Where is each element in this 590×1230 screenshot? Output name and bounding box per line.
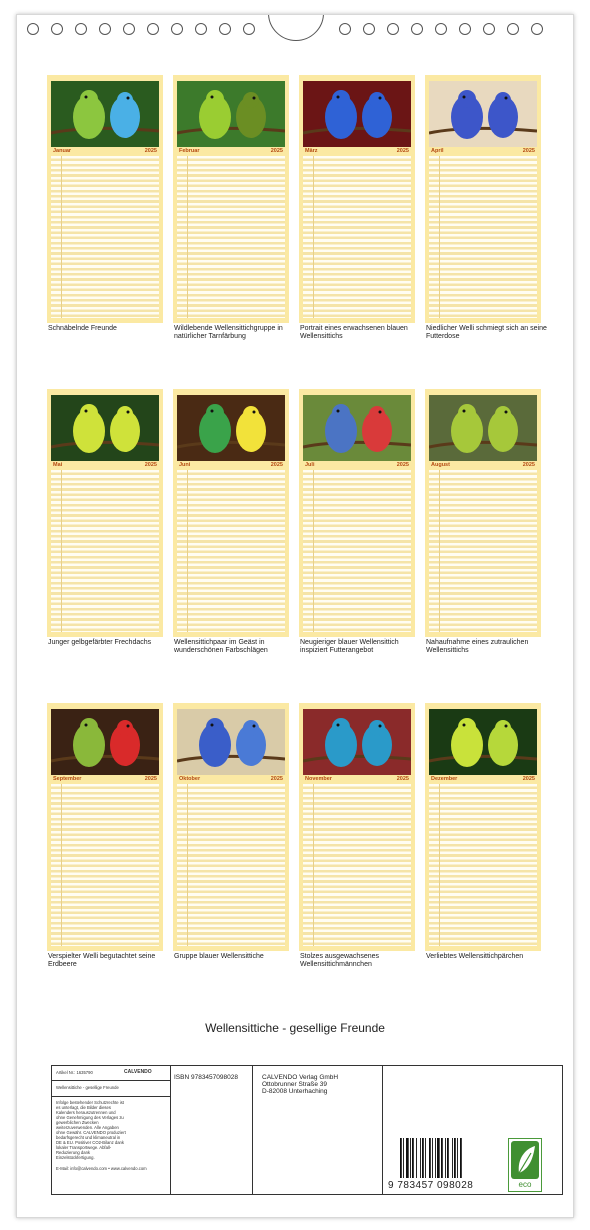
day-grid	[303, 784, 411, 946]
month-photo	[429, 81, 537, 147]
publisher-address	[262, 1074, 338, 1095]
parakeet-photo	[429, 395, 537, 461]
binding-hole	[363, 23, 375, 35]
binding-hole	[123, 23, 135, 35]
legal-text: Infolge bestehender Schutzrechte ist es unterlagt, die Bilder dieses Kalenders herauszutrennen und ohne Genehmigung des Verlages zu gewerblichen Zwecken weiterzuverwenden. Alle Angaben ohne Gewähr. CALVENDO produziert bedarfsgerecht und klimaneutral in DE & EU. Positiver CO2-Bilanz dank lokaler Transportwege. Abfall-Reduzierung dank Einzelstückfertigung.	[56, 1100, 126, 1160]
product-footer	[51, 1065, 563, 1195]
month-photo	[177, 81, 285, 147]
binding-hole	[195, 23, 207, 35]
binding-hole	[531, 23, 543, 35]
parakeet-photo	[303, 709, 411, 775]
binding-hole	[435, 23, 447, 35]
month-name: Juni	[179, 462, 191, 468]
month-year: 2025	[144, 776, 157, 782]
parakeet-photo	[51, 395, 159, 461]
month-page-april	[425, 75, 541, 323]
divider	[52, 1096, 170, 1097]
divider	[52, 1080, 170, 1081]
month-year: 2025	[396, 776, 409, 782]
binding-hole	[387, 23, 399, 35]
month-header	[51, 775, 159, 783]
binding-hole	[75, 23, 87, 35]
day-grid	[51, 156, 159, 318]
binding-hole	[51, 23, 63, 35]
month-photo	[303, 709, 411, 775]
barcode-number: 9 783457 098028	[388, 1180, 474, 1191]
month-page-november	[299, 703, 415, 951]
month-caption: Junger gelbgefärbter Frechdachs	[48, 639, 152, 646]
day-grid	[303, 156, 411, 318]
month-photo	[51, 709, 159, 775]
month-caption: Gruppe blauer Wellensittiche	[174, 953, 264, 960]
month-page-oktober	[173, 703, 289, 951]
parakeet-photo	[177, 81, 285, 147]
month-header	[303, 147, 411, 155]
publisher-line: Ottobrunner Straße 39	[262, 1081, 328, 1088]
day-grid	[51, 470, 159, 632]
parakeet-photo	[177, 395, 285, 461]
month-year: 2025	[522, 148, 535, 154]
month-year: 2025	[396, 462, 409, 468]
day-grid	[429, 156, 537, 318]
month-year: 2025	[270, 462, 283, 468]
barcode	[398, 1138, 488, 1178]
day-grid	[177, 784, 285, 946]
publisher-line: CALVENDO Verlag GmbH	[262, 1074, 339, 1081]
month-year: 2025	[144, 462, 157, 468]
month-page-august	[425, 389, 541, 637]
month-page-januar	[47, 75, 163, 323]
month-header	[303, 461, 411, 469]
month-name: August	[431, 462, 450, 468]
day-grid	[429, 470, 537, 632]
month-photo	[429, 395, 537, 461]
month-caption: Portrait eines erwachsenen blauen Wellensittichs	[300, 325, 408, 340]
month-name: April	[431, 148, 444, 154]
binding-hole	[411, 23, 423, 35]
month-header	[177, 147, 285, 155]
month-caption: Wildlebende Wellensittichgruppe in natürlicher Tarnfärbung	[174, 325, 283, 340]
eco-label: eco	[518, 1180, 532, 1189]
footer-info-cell	[52, 1066, 171, 1194]
binding-hole	[483, 23, 495, 35]
parakeet-photo	[51, 81, 159, 147]
binding-hole	[243, 23, 255, 35]
eco-badge	[508, 1138, 542, 1192]
month-year: 2025	[144, 148, 157, 154]
month-header	[429, 461, 537, 469]
article-number: Artikel Nr.: 1635790	[56, 1070, 93, 1075]
month-name: Juli	[305, 462, 315, 468]
leaf-icon	[511, 1141, 539, 1179]
month-caption: Nahaufnahme eines zutraulichen Wellensittichs	[426, 639, 529, 654]
month-caption: Wellensittichpaar im Geäst in wunderschönen Farbschlägen	[174, 639, 268, 654]
binding-hole	[219, 23, 231, 35]
month-header	[177, 461, 285, 469]
month-caption: Neugieriger blauer Wellensittich inspiziert Futterangebot	[300, 639, 399, 654]
month-name: Mai	[53, 462, 63, 468]
parakeet-photo	[303, 81, 411, 147]
day-grid	[429, 784, 537, 946]
month-year: 2025	[270, 148, 283, 154]
month-caption: Schnäbelnde Freunde	[48, 325, 117, 332]
binding-hole	[27, 23, 39, 35]
month-year: 2025	[396, 148, 409, 154]
calendar-title: Wellensittiche - gesellige Freunde	[205, 1021, 385, 1035]
month-photo	[303, 81, 411, 147]
parakeet-photo	[177, 709, 285, 775]
month-photo	[177, 395, 285, 461]
parakeet-photo	[303, 395, 411, 461]
day-grid	[177, 470, 285, 632]
calvendo-logo: CALVENDO	[124, 1069, 152, 1075]
month-year: 2025	[522, 462, 535, 468]
binding-hole	[339, 23, 351, 35]
binding-hole	[507, 23, 519, 35]
month-photo	[303, 395, 411, 461]
month-photo	[177, 709, 285, 775]
month-name: Januar	[53, 148, 72, 154]
day-grid	[303, 470, 411, 632]
divider	[252, 1066, 253, 1194]
binding-hole	[147, 23, 159, 35]
month-caption: Stolzes ausgewachsenes Wellensittichmännchen	[300, 953, 379, 968]
month-page-juni	[173, 389, 289, 637]
month-caption: Verspielter Welli begutachtet seine Erdbeere	[48, 953, 156, 968]
month-name: Oktober	[179, 776, 201, 782]
publisher-line: D-82008 Unterhaching	[262, 1088, 328, 1095]
month-page-mai	[47, 389, 163, 637]
isbn: ISBN 9783457098028	[174, 1074, 238, 1081]
parakeet-photo	[429, 709, 537, 775]
binding-hole	[99, 23, 111, 35]
month-photo	[429, 709, 537, 775]
parakeet-photo	[51, 709, 159, 775]
month-year: 2025	[270, 776, 283, 782]
product-title: Wellensittiche - gesellige Freunde	[56, 1085, 119, 1090]
month-header	[51, 147, 159, 155]
month-name: September	[53, 776, 82, 782]
month-header	[429, 147, 537, 155]
month-photo	[51, 81, 159, 147]
month-page-september	[47, 703, 163, 951]
month-page-februar	[173, 75, 289, 323]
month-header	[429, 775, 537, 783]
month-year: 2025	[522, 776, 535, 782]
month-caption: Verliebtes Wellensittichpärchen	[426, 953, 524, 960]
month-page-dezember	[425, 703, 541, 951]
day-grid	[177, 156, 285, 318]
month-page-juli	[299, 389, 415, 637]
parakeet-photo	[429, 81, 537, 147]
month-name: Februar	[179, 148, 200, 154]
month-name: November	[305, 776, 332, 782]
contact-line: E-Mail: info@calvendo.com • www.calvendo.com	[56, 1166, 147, 1171]
month-name: März	[305, 148, 318, 154]
divider	[382, 1066, 383, 1194]
month-page-märz	[299, 75, 415, 323]
day-grid	[51, 784, 159, 946]
month-header	[51, 461, 159, 469]
calendar-sheet	[16, 14, 574, 1218]
binding-hole	[459, 23, 471, 35]
month-photo	[51, 395, 159, 461]
month-name: Dezember	[431, 776, 458, 782]
month-header	[303, 775, 411, 783]
month-caption: Niedlicher Welli schmiegt sich an seine Futterdose	[426, 325, 547, 340]
month-header	[177, 775, 285, 783]
binding-hole	[171, 23, 183, 35]
